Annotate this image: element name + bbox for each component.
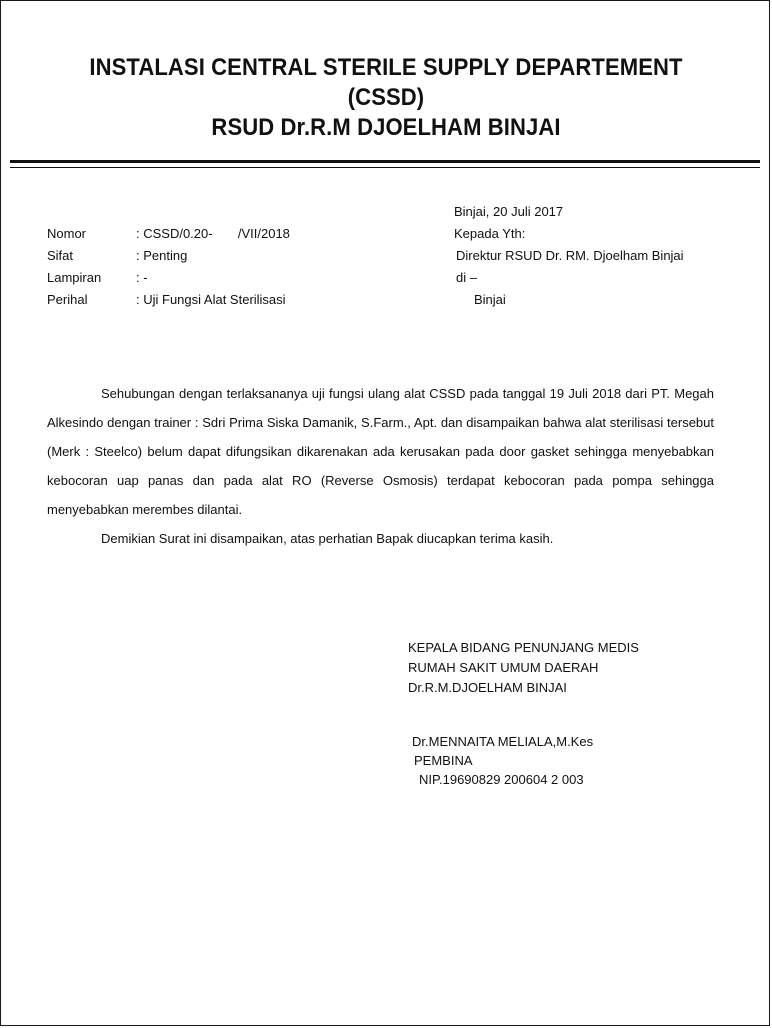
recipient-di: di – — [456, 270, 477, 285]
recipient-name: Direktur RSUD Dr. RM. Djoelham Binjai — [456, 248, 684, 263]
sifat-value: : Penting — [136, 248, 188, 263]
nomor-value: : CSSD/0.20- /VII/2018 — [136, 226, 290, 241]
signatory-nip: NIP.19690829 200604 2 003 — [419, 772, 584, 787]
signature-position-2: RUMAH SAKIT UMUM DAERAH — [408, 660, 599, 675]
body-paragraph-1: Sehubungan dengan terlaksananya uji fungsi ulang alat CSSD pada tanggal 19 Juli 2018 dari PT. Megah Alkesindo dengan trainer : Sdri Prima Siska Damanik, S.Farm., Apt. dan disampaikan bahwa alat sterilisasi tersebut (Merk : Steelco) belum dapat difungsikan dikarenakan ada kerusakan pada door gasket sehingga menyebabkan kebocoran uap panas dan pada alat RO (Reverse Osmosis) terdapat kebocoran pada pompa sehingga menyebabkan merembes dilantai. — [47, 386, 714, 517]
letter-body — [47, 379, 714, 553]
letterhead-divider-thick — [10, 160, 760, 163]
signature-position-3: Dr.R.M.DJOELHAM BINJAI — [408, 680, 567, 695]
perihal-label: Perihal — [47, 292, 88, 307]
body-paragraph-2: Demikian Surat ini disampaikan, atas perhatian Bapak diucapkan terima kasih. — [101, 531, 554, 546]
signature-position-1: KEPALA BIDANG PENUNJANG MEDIS — [408, 640, 639, 655]
letterhead-line-1: INSTALASI CENTRAL STERILE SUPPLY DEPARTEMENT — [89, 54, 683, 81]
perihal-value: : Uji Fungsi Alat Sterilisasi — [136, 292, 286, 307]
recipient-city: Binjai — [474, 292, 506, 307]
sifat-label: Sifat — [47, 248, 74, 263]
signatory-name: Dr.MENNAITA MELIALA,M.Kes — [412, 734, 594, 749]
letterhead-line-3: RSUD Dr.R.M DJOELHAM BINJAI — [211, 114, 561, 141]
recipient-greeting: Kepada Yth: — [454, 226, 526, 241]
lampiran-value: : - — [136, 270, 148, 285]
letterhead-divider-thin — [10, 167, 760, 168]
lampiran-label: Lampiran — [47, 270, 102, 285]
letter-date: Binjai, 20 Juli 2017 — [454, 204, 564, 219]
letterhead-line-2: (CSSD) — [347, 84, 425, 111]
signatory-rank: PEMBINA — [414, 753, 473, 768]
letterhead — [1, 53, 771, 143]
nomor-label: Nomor — [47, 226, 87, 241]
